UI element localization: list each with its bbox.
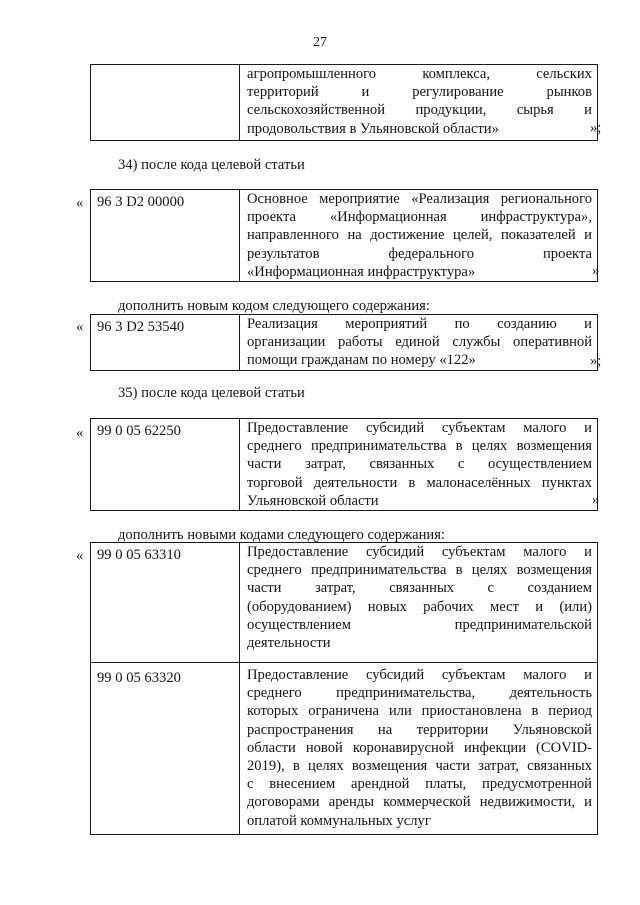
- opening-quote: «: [76, 319, 84, 335]
- description-line: которых ограничена или приостановлена в период: [247, 703, 592, 720]
- table-row: [91, 315, 598, 371]
- description-line: Ульяновской области: [247, 492, 379, 509]
- description-cell: [240, 190, 598, 282]
- table-row: [91, 663, 598, 835]
- description-cell: [240, 315, 598, 371]
- description-line: среднего предпринимательства в целях возмещения: [247, 562, 592, 579]
- description-cell: [240, 663, 598, 835]
- description-line: территорий и регулирование рынков: [247, 84, 592, 101]
- description-line: 2019), в целях возмещения части затрат, связанных: [247, 757, 592, 774]
- opening-quote: «: [76, 425, 84, 441]
- table-new-codes: [90, 542, 598, 835]
- supplement-text-2: дополнить новыми кодами следующего содержания:: [118, 527, 445, 543]
- table-code-96-3-D2-00000: [90, 189, 598, 282]
- opening-quote: «: [76, 195, 84, 211]
- table-row: [91, 543, 598, 663]
- description-line: (оборудованием) новых рабочих мест и (или): [247, 598, 592, 615]
- description-line: торговой деятельности в малонаселённых пунктах: [247, 474, 592, 491]
- description-line: Основное мероприятие «Реализация регионального: [247, 191, 592, 207]
- description-line: среднего предпринимательства, деятельность: [247, 685, 592, 702]
- description-line: продовольствия в Ульяновской области»: [247, 120, 499, 137]
- description-line: организации работы единой службы оперативной: [247, 334, 592, 351]
- table-row: [91, 419, 598, 511]
- description-line: результатов федерального проекта: [247, 245, 592, 262]
- description-cell: [240, 65, 598, 141]
- code-cell: 99 0 05 63310: [91, 543, 240, 663]
- description-line: «Информационная инфраструктура»: [247, 263, 476, 280]
- closing-quote: »: [592, 263, 600, 279]
- description-line: части затрат, связанных с осуществлением: [247, 456, 592, 473]
- description-line: среднего предпринимательства в целях возмещения: [247, 438, 592, 455]
- closing-quote: »: [592, 492, 600, 508]
- opening-quote: «: [76, 548, 84, 564]
- description-line: Предоставление субсидий субъектам малого и: [247, 420, 592, 436]
- table-continuation: [90, 64, 598, 141]
- description-line: сельскохозяйственной продукции, сырья и: [247, 102, 592, 119]
- description-line: Предоставление субсидий субъектам малого и: [247, 667, 592, 683]
- description-line: проекта «Информационная инфраструктура»,: [247, 209, 592, 226]
- description-line: области новой коронавирусной инфекции (COVID-: [247, 739, 592, 756]
- description-line: Предоставление субсидий субъектам малого и: [247, 544, 592, 560]
- description-cell: [240, 543, 598, 663]
- description-line: распространения на территории Ульяновской: [247, 721, 592, 738]
- description-line: части затрат, связанных с созданием: [247, 580, 592, 597]
- description-cell: [240, 419, 598, 511]
- code-cell: 96 3 D2 00000: [91, 190, 240, 282]
- table-code-96-3-D2-53540: [90, 314, 598, 371]
- table-row: [91, 190, 598, 282]
- paragraph-35: 35) после кода целевой статьи: [118, 385, 305, 401]
- paragraph-34: 34) после кода целевой статьи: [118, 157, 305, 173]
- description-line: договорами аренды коммерческой недвижимости, и: [247, 794, 592, 811]
- code-cell: 99 0 05 63320: [91, 663, 240, 835]
- description-line: направленного на достижение целей, показателей и: [247, 227, 592, 244]
- code-cell: [91, 65, 240, 141]
- supplement-text-1: дополнить новым кодом следующего содержания:: [118, 298, 430, 314]
- description-line: с внесением арендной платы, предусмотренной: [247, 776, 592, 793]
- closing-quote: »;: [590, 353, 602, 369]
- description-line: осуществлением предпринимательской: [247, 616, 592, 633]
- description-line: агропромышленного комплекса, сельских: [247, 66, 592, 82]
- description-line: оплатой коммунальных услуг: [247, 812, 431, 829]
- description-line: деятельности: [247, 634, 331, 651]
- code-cell: 99 0 05 62250: [91, 419, 240, 511]
- table-code-99-0-05-62250: [90, 418, 598, 511]
- page-number: 27: [313, 35, 327, 50]
- code-cell: 96 3 D2 53540: [91, 315, 240, 371]
- description-line: помощи гражданам по номеру «122»: [247, 352, 476, 369]
- description-line: Реализация мероприятий по созданию и: [247, 316, 592, 332]
- table-row: [91, 65, 598, 141]
- closing-quote: »;: [590, 120, 602, 136]
